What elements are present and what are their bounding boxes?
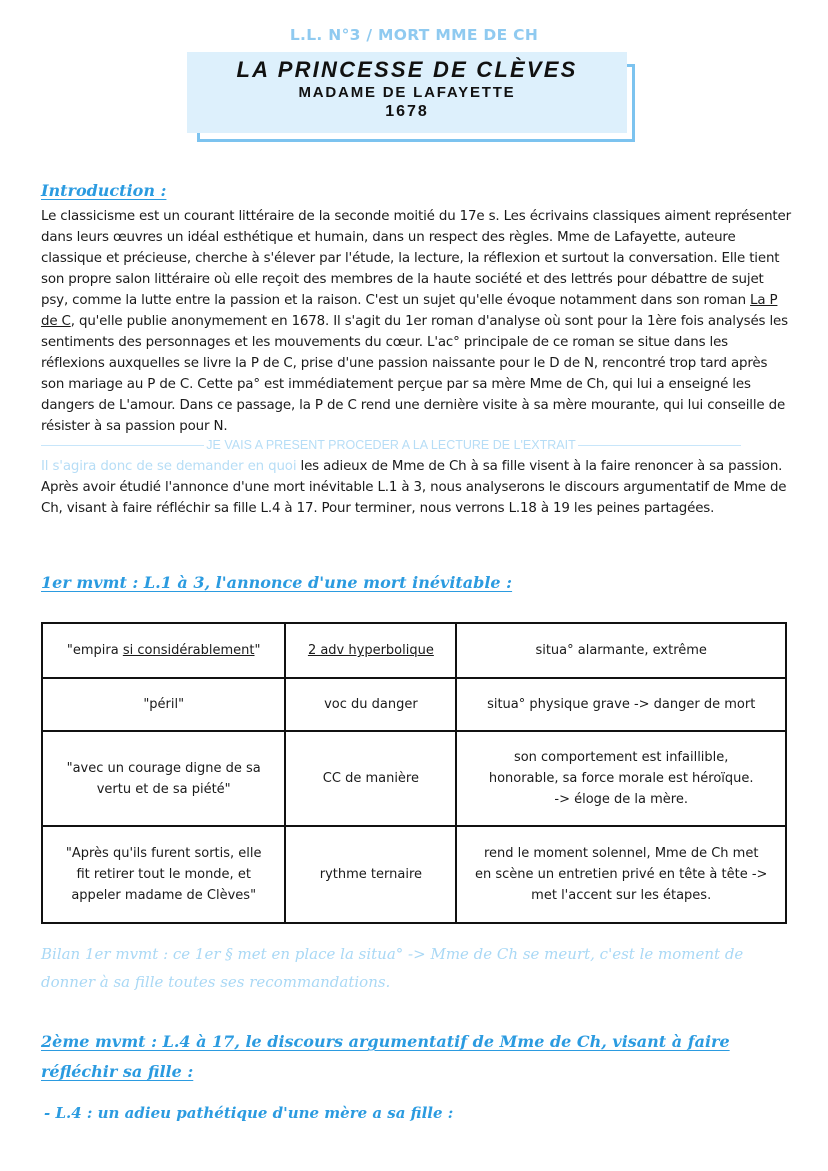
book-author: MADAME DE LAFAYETTE	[298, 84, 516, 101]
interpretation-line: son comportement est infaillible,	[513, 750, 729, 765]
divider-rule-left	[41, 445, 204, 446]
device-cell	[285, 623, 456, 678]
interpretation-cell: situa° physique grave -> danger de mort	[456, 678, 786, 731]
book-title-reference: La P de C	[41, 293, 778, 329]
device-cell: voc du danger	[285, 678, 456, 731]
introduction-heading: Introduction :	[41, 181, 167, 200]
problematic-paragraph	[41, 456, 791, 519]
movement2-subheading: - L.4 : un adieu pathétique d'une mère a sa fille :	[44, 1104, 454, 1122]
problematic-text: les adieux de Mme de Ch à sa fille visent à la faire renoncer à sa passion. Après avoir étudié l'annonce d'une mort inévitable L.1 à 3, nous analyserons le discours argumentatif de Mme de Ch, visant à faire réfléchir sa fille L.4 à 17. Pour terminer, nous verrons L.18 à 19 les peines partagées.	[41, 459, 787, 516]
table-row	[42, 731, 786, 826]
introduction-paragraph	[41, 206, 791, 437]
quote-text-end: "	[254, 643, 261, 658]
analysis-table	[41, 622, 787, 924]
movement2-heading: 2ème mvmt : L.4 à 17, le discours argumentatif de Mme de Ch, visant à faire réfléchir sa fille :	[41, 1032, 730, 1081]
quote-line: vertu et de sa piété"	[96, 781, 231, 797]
quote-underlined: si considérablement	[122, 643, 255, 658]
interpretation-line: met l'accent sur les étapes.	[531, 888, 712, 903]
movement1-summary: Bilan 1er mvmt : ce 1er § met en place la situa° -> Mme de Ch se meurt, c'est le moment de donner à sa fille toutes ses recommandations.	[41, 945, 744, 991]
book-year: 1678	[385, 103, 429, 120]
interpretation-cell: situa° alarmante, extrême	[456, 623, 786, 678]
lesson-label: L.L. N°3 / MORT MME DE CH	[289, 26, 539, 44]
interpretation-line: -> éloge de la mère.	[554, 792, 688, 807]
device-cell: rythme ternaire	[285, 826, 456, 923]
quote-line: appeler madame de Clèves"	[71, 888, 257, 903]
table-row	[42, 826, 786, 923]
table-row	[42, 678, 786, 731]
quote-cell: "péril"	[42, 678, 285, 731]
interpretation-cell	[456, 731, 786, 826]
interpretation-line: rend le moment solennel, Mme de Ch met	[483, 846, 759, 861]
quote-line: "Après qu'ils furent sortis, elle	[65, 846, 262, 861]
problematic-lead: Il s'agira donc de se demander en quoi	[41, 459, 297, 474]
quote-cell	[42, 623, 285, 678]
quote-cell	[42, 826, 285, 923]
table-row	[42, 623, 786, 678]
device-text: 2 adv hyperbolique	[307, 643, 434, 658]
quote-line: "avec un courage digne de sa	[66, 760, 261, 776]
divider-rule-right	[578, 445, 741, 446]
interpretation-line: en scène un entretien privé en tête à tête ->	[474, 867, 768, 882]
quote-cell	[42, 731, 285, 826]
reading-divider-text: JE VAIS A PRESENT PROCEDER A LA LECTURE DE L'EXTRAIT	[206, 438, 576, 452]
quote-text: "empira	[66, 643, 123, 658]
interpretation-cell	[456, 826, 786, 923]
intro-text-after: , qu'elle publie anonymement en 1678. Il s'agit du 1er roman d'analyse où sont pour la 1ère fois analysés les sentiments des personnages et les mouvements du cœur. L'ac° principale de ce roman se situe dans les réflexions auxquelles se livre la P de C, prise d'une passion naissante pour le D de N, rencontré trop tard après son mariage au P de C. Cette pa° est immédiatement perçue par sa mère Mme de Ch, qui lui a enseigné les dangers de L'amour. Dans ce passage, la P de C rend une dernière visite à sa mère mourante, qui lui conseille de résister à sa passion pour N.	[41, 314, 788, 434]
device-cell: CC de manière	[285, 731, 456, 826]
intro-text-before: Le classicisme est un courant littéraire de la seconde moitié du 17e s. Les écrivains classiques aiment représenter dans leurs œuvres un idéal esthétique et humain, dans un respect des règles. Mme de Lafayette, auteure classique et précieuse, cherche à s'élever par l'étude, la lecture, la réflexion et surtout la conversation. Elle tient son propre salon littéraire où elle reçoit des membres de la haute société et des lettrés pour débattre de sujet psy, comme la lutte entre la passion et la raison. C'est un sujet qu'elle évoque notamment dans son roman	[41, 209, 791, 308]
interpretation-line: honorable, sa force morale est héroïque.	[488, 771, 754, 786]
movement1-heading: 1er mvmt : L.1 à 3, l'annonce d'une mort inévitable :	[41, 573, 513, 592]
quote-line: fit retirer tout le monde, et	[76, 867, 251, 882]
book-title: LA PRINCESSE DE CLÈVES	[236, 57, 578, 82]
reading-divider	[41, 437, 741, 453]
